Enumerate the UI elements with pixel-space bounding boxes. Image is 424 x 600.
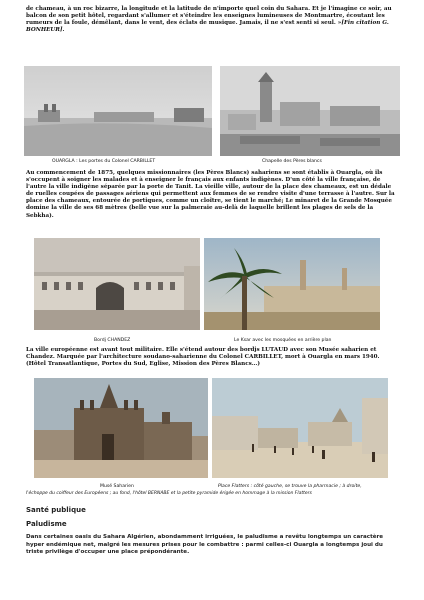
caption-bordj: Bordj CHANDEZ bbox=[94, 338, 131, 343]
photo-musee-saharien bbox=[34, 378, 208, 478]
photo-place-flatters bbox=[212, 378, 388, 478]
photo-ksar bbox=[204, 238, 380, 330]
caption-musee: Musé Saharien bbox=[100, 484, 134, 489]
caption-place-flatters-line2: l'échoppe du coiffeur des Européens ; au fond, l'hôtel BERNABE et la petite pyramide érigée en hommage à la mission Flatters bbox=[26, 491, 312, 496]
caption-chapelle: Chapelle des Pères blancs bbox=[262, 159, 322, 164]
paragraph-peres-blancs: Au commencement de 1875, quelques missionnaires (les Pères Blancs) sahariens se sont établis à Ouargla, où ils s'occupent à soigner les malades et à enseigner le français aux enfants indigènes. D'un côté la ville française, de l'autre la ville indigène séparée par la porte de Tanit. La vieille ville, autour de la place des chameaux, est un dédale de ruelles coupées de passages aériens qui permettent aux femmes de se rendre visite d'une terrasse à l'autre. Sur la place des chameaux, entourée de portiques, comme un cloître, se tient le marché; Le minaret de la Grande Mosquée domine la ville de ses 68 mètres (belle vue sur la palmeraie au-delà de laquelle brillent les plages de sels de la Sebkha). bbox=[26, 170, 395, 219]
intro-paragraph: de chameau, à un roc bizarre, la longitude et la latitude de n'importe quel coin du Sahara. Et je l'imagine ce soir, au balcon de son petit hôtel, regardant s'allumer et s'éteindre les enseignes lumineuses de Montmartre, écoutant les rumeurs de la foule, démêlant, dans le vent, des éclats de musique. Jamais, il ne s'est senti si seul. »[Fin citation G. BONHEUR]. bbox=[26, 6, 392, 34]
photo-chapelle bbox=[220, 66, 400, 156]
caption-ksar: Le Ksar avec les mosquées en arrière plan bbox=[234, 338, 332, 343]
caption-place-flatters: Place Flatters : côté gauche, se trouve la pharmacie ; à droite, bbox=[218, 484, 362, 489]
paragraph-ville-europeenne: La ville européenne est avant tout militaire. Elle s'étend autour des bordjs LUTAUD avec son Musée saharien et Chandez. Marquée par l'architecture soudano-saharienne du Colonel CARBILLET, mort à Ouargla en mars 1940. (Hôtel Transatlantique, Portes du Sud, Eglise, Mission des Pères Blancs…) bbox=[26, 347, 380, 368]
citation: [Fin citation G. BONHEUR] bbox=[26, 20, 389, 34]
photo-portes-carbillet bbox=[24, 66, 212, 156]
photo-bordj-chandez bbox=[34, 238, 200, 330]
caption-portes: OUARGLA : Les portes du Colonel CARBILLET bbox=[52, 159, 156, 164]
section-paragraph: Dans certaines oasis du Sahara Algérien, abondamment irriguées, le paludisme a revêtu longtemps un caractère hyper endémique net, malgré les mesures prises pour le combattre : parmi celles-ci Ouargla a longtemps joui du triste privilège d'occuper une place prépondérante. bbox=[26, 534, 384, 556]
section-title: Santé publique bbox=[26, 506, 86, 514]
section-subtitle: Paludisme bbox=[26, 520, 67, 528]
